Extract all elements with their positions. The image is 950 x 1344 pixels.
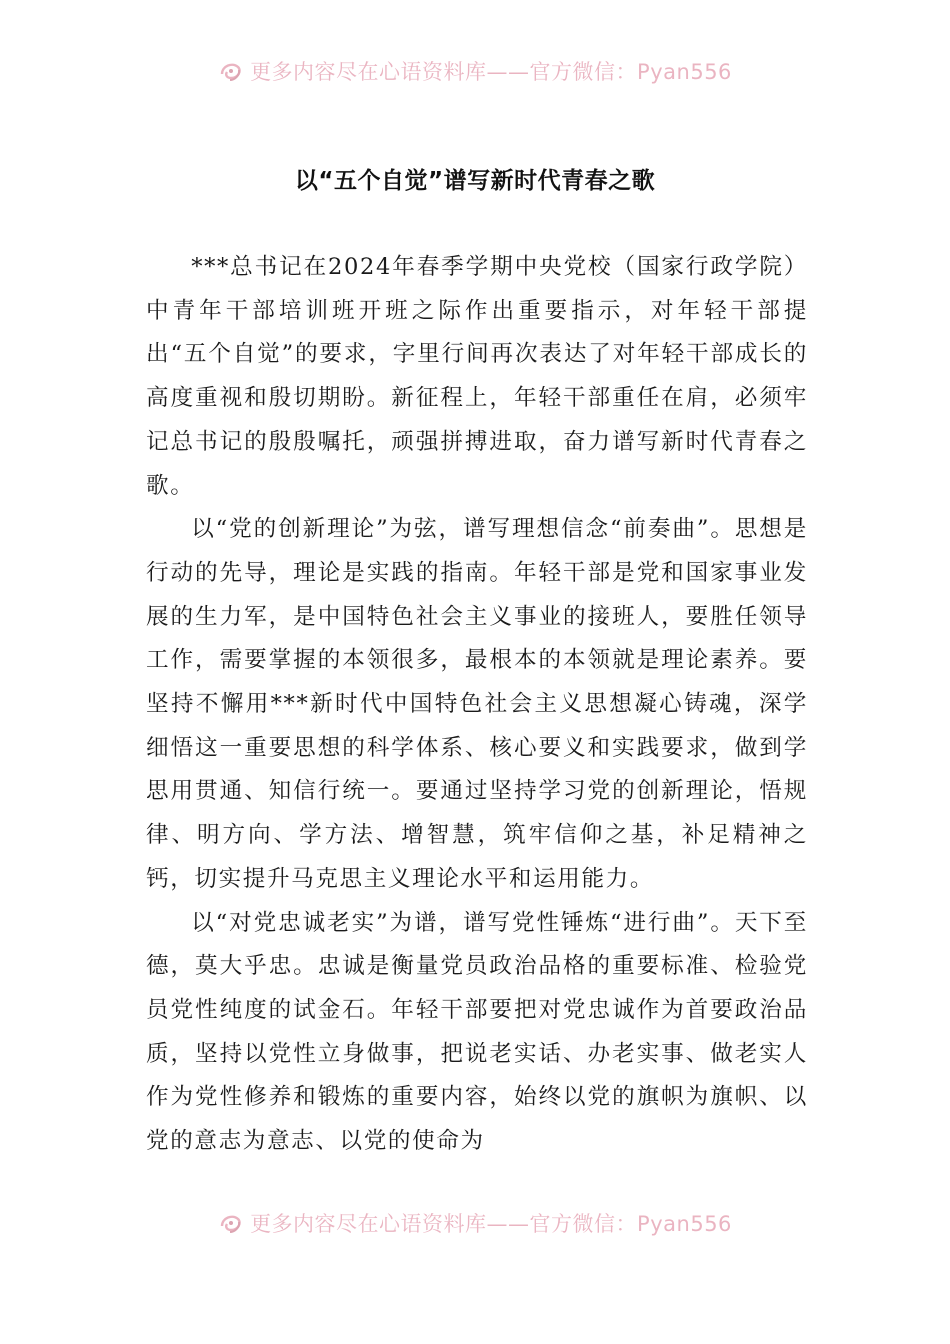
- watermark-header: [0, 56, 950, 86]
- document-title: 以“五个自觉”谱写新时代青春之歌: [294, 168, 656, 194]
- paragraph-loyalty: 以“对党忠诚老实”为谱，谱写党性锤炼“进行曲”。天下至德，莫大乎忠。忠诚是衡量党员政治品格的重要标准、检验党员党性纯度的试金石。年轻干部要把对党忠诚作为首要政治品质，坚持以党性立身做事，把说老实话、办老实事、做老实人作为党性修养和锻炼的重要内容，始终以党的旗帜为旗帜、以党的意志为意志、以党的使命为: [146, 909, 808, 1155]
- watermark-logo-icon: [218, 58, 244, 84]
- watermark-text: 更多内容尽在心语资料库——官方微信：Pyan556: [250, 60, 732, 84]
- watermark-group: [218, 1208, 732, 1238]
- watermark-group: [218, 56, 732, 86]
- paragraph-intro: ***总书记在2024年春季学期中央党校（国家行政学院）中青年干部培训班开班之际作出重要指示，对年轻干部提出“五个自觉”的要求，字里行间再次表达了对年轻干部成长的高度重视和殷切期盼。新征程上，年轻干部重任在肩，必须牢记总书记的殷殷嘱托，顽强拼搏进取，奋力谱写新时代青春之歌。: [146, 254, 808, 499]
- document-body: [146, 246, 808, 1164]
- paragraph-theory: 以“党的创新理论”为弦，谱写理想信念“前奏曲”。思想是行动的先导，理论是实践的指南。年轻干部是党和国家事业发展的生力军，是中国特色社会主义事业的接班人，要胜任领导工作，需要掌握的本领很多，最根本的本领就是理论素养。要坚持不懈用***新时代中国特色社会主义思想凝心铸魂，深学细悟这一重要思想的科学体系、核心要义和实践要求，做到学思用贯通、知信行统一。要通过坚持学习党的创新理论，悟规律、明方向、学方法、增智慧，筑牢信仰之基，补足精神之钙，切实提升马克思主义理论水平和运用能力。: [146, 516, 808, 892]
- watermark-text: 更多内容尽在心语资料库——官方微信：Pyan556: [250, 1212, 732, 1236]
- watermark-logo-icon: [218, 1210, 244, 1236]
- watermark-footer: [0, 1208, 950, 1238]
